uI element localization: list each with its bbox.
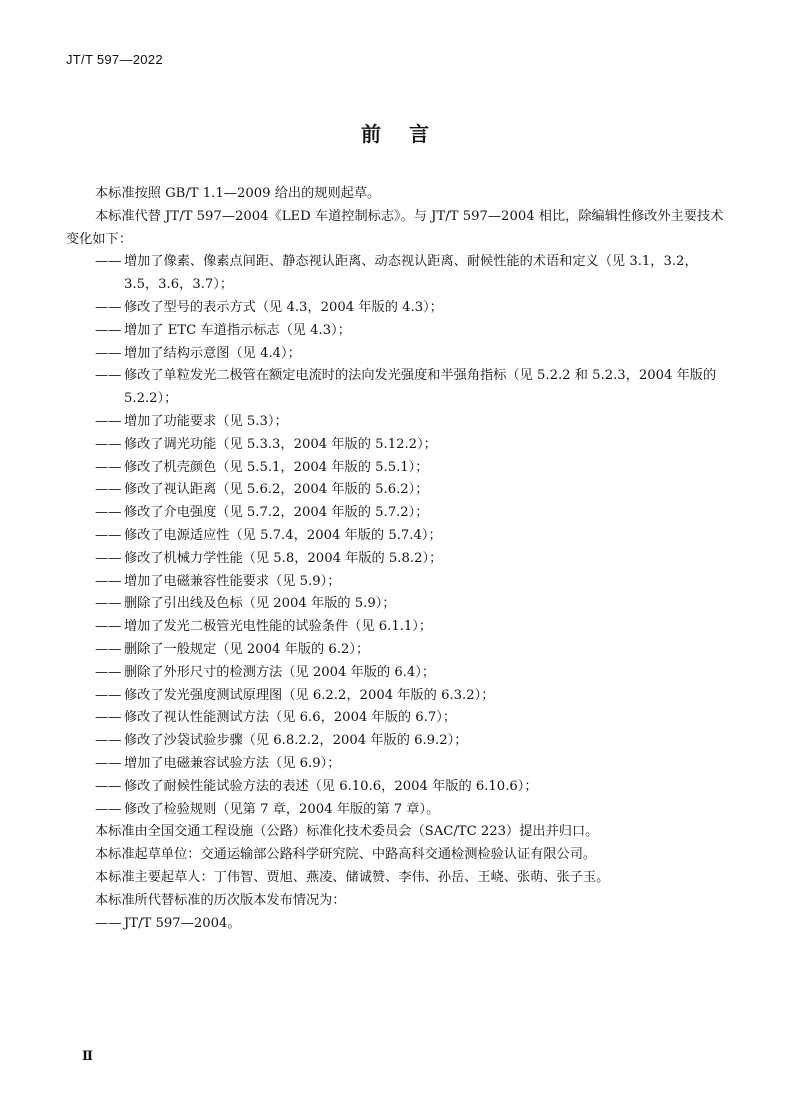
dash-marker: ——: [95, 550, 122, 566]
list-item-text: 删除了外形尺寸的检测方法（见 2004 年版的 6.4）；: [124, 664, 436, 680]
list-item: [95, 571, 727, 594]
list-item-text: 修改了机械力学性能（见 5.8，2004 年版的 5.8.2）；: [124, 550, 443, 566]
dash-marker: ——: [95, 664, 122, 680]
list-item: [95, 616, 727, 639]
list-item-text: 增加了像素、像素点间距、静态视认距离、动态视认距离、耐候性能的术语和定义（见 3.1，3.2，3.5，3.6，3.7）；: [124, 254, 698, 293]
dash-marker: ——: [95, 755, 122, 771]
list-item: [95, 297, 727, 320]
history-item: [95, 913, 727, 936]
dash-marker: ——: [95, 619, 122, 635]
changes-list: [95, 251, 727, 821]
list-item-text: 增加了 ETC 车道指示标志（见 4.3）；: [124, 322, 351, 338]
list-item: [95, 525, 727, 548]
list-item: [95, 776, 727, 799]
page-number: Ⅱ: [82, 1049, 93, 1064]
list-item: [95, 707, 727, 730]
list-item: [95, 639, 727, 662]
list-item: [95, 411, 727, 434]
list-item-text: 修改了介电强度（见 5.7.2，2004 年版的 5.7.2）；: [124, 505, 429, 521]
list-item: [95, 320, 727, 343]
list-item: [95, 457, 727, 480]
dash-marker: ——: [95, 436, 122, 452]
dash-marker: ——: [95, 368, 122, 384]
dash-marker: ——: [95, 596, 122, 612]
standard-code-header: JT/T 597—2022: [66, 52, 163, 67]
list-item-text: 删除了引出线及色标（见 2004 年版的 5.9）；: [124, 596, 396, 612]
list-item: [95, 799, 727, 822]
list-item-text: 增加了电磁兼容性能要求（见 5.9）；: [124, 573, 341, 589]
paragraph-drafting-rules: 本标准按照 GB/T 1.1—2009 给出的规则起草。: [95, 186, 381, 201]
dash-marker: ——: [95, 459, 122, 475]
list-item-text: 增加了结构示意图（见 4.4）；: [124, 345, 301, 361]
list-item-text: 增加了功能要求（见 5.3）；: [124, 413, 288, 429]
list-item: [95, 730, 727, 753]
dash-marker: ——: [95, 505, 122, 521]
list-item-text: 修改了视认性能测试方法（见 6.6，2004 年版的 6.7）；: [124, 710, 457, 726]
paragraph-version-history: 本标准所代替标准的历次版本发布情况为：: [95, 892, 346, 908]
list-item-text: 修改了检验规则（见第 7 章，2004 年版的第 7 章）。: [124, 801, 440, 817]
list-item: [95, 479, 727, 502]
list-item: [95, 753, 727, 776]
paragraph-drafting-organizations: 本标准起草单位：交通运输部公路科学研究院、中路高科交通检测检验认证有限公司。: [95, 847, 597, 863]
history-item-text: JT/T 597—2004。: [124, 915, 241, 931]
dash-marker: ——: [95, 573, 122, 589]
page-title: 前言: [361, 122, 457, 146]
list-item-text: 修改了机壳颜色（见 5.5.1，2004 年版的 5.5.1）；: [124, 459, 429, 475]
list-item-text: 修改了耐候性能试验方法的表述（见 6.10.6，2004 年版的 6.10.6）；: [124, 778, 538, 794]
list-item: [95, 593, 727, 616]
list-item: [95, 502, 727, 525]
list-item: [95, 548, 727, 571]
list-item-text: 修改了单粒发光二极管在额定电流时的法向发光强度和半强角指标（见 5.2.2 和 5.2.3，2004 年版的 5.2.2）；: [124, 368, 717, 407]
list-item: [95, 365, 727, 411]
dash-marker: ——: [95, 527, 122, 543]
list-item: [95, 343, 727, 366]
dash-marker: ——: [95, 345, 122, 361]
list-item-text: 修改了沙袋试验步骤（见 6.8.2.2，2004 年版的 6.9.2）；: [124, 733, 468, 749]
list-item-text: 增加了电磁兼容试验方法（见 6.9）；: [124, 755, 341, 771]
list-item: [95, 251, 727, 297]
dash-marker: ——: [95, 915, 122, 931]
list-item: [95, 434, 727, 457]
dash-marker: ——: [95, 641, 122, 657]
paragraph-replacement: 本标准代替 JT/T 597—2004《LED 车道控制标志》。与 JT/T 597—2004 相比，除编辑性修改外主要技术变化如下：: [66, 208, 724, 247]
dash-marker: ——: [95, 710, 122, 726]
dash-marker: ——: [95, 322, 122, 338]
list-item-text: 修改了电源适应性（见 5.7.4，2004 年版的 5.7.4）；: [124, 527, 442, 543]
paragraph-responsible-committee: 本标准由全国交通工程设施（公路）标准化技术委员会（SAC/TC 223）提出并归口。: [95, 824, 599, 840]
dash-marker: ——: [95, 801, 122, 817]
dash-marker: ——: [95, 733, 122, 749]
list-item-text: 修改了型号的表示方式（见 4.3，2004 年版的 4.3）；: [124, 299, 443, 315]
list-item-text: 修改了调光功能（见 5.3.3，2004 年版的 5.12.2）；: [124, 436, 437, 452]
dash-marker: ——: [95, 482, 122, 498]
foreword-body: [66, 183, 727, 935]
list-item-text: 修改了发光强度测试原理图（见 6.2.2，2004 年版的 6.3.2）；: [124, 687, 495, 703]
list-item: [95, 685, 727, 708]
dash-marker: ——: [95, 778, 122, 794]
dash-marker: ——: [95, 254, 122, 270]
dash-marker: ——: [95, 413, 122, 429]
list-item-text: 增加了发光二极管光电性能的试验条件（见 6.1.1）；: [124, 619, 433, 635]
paragraph-drafters: 本标准主要起草人：丁伟智、贾旭、燕凌、储诚赞、李伟、孙岳、王峣、张萌、张子玉。: [95, 869, 610, 885]
list-item-text: 修改了视认距离（见 5.6.2，2004 年版的 5.6.2）；: [124, 482, 429, 498]
dash-marker: ——: [95, 687, 122, 703]
list-item: [95, 662, 727, 685]
dash-marker: ——: [95, 299, 122, 315]
list-item-text: 删除了一般规定（见 2004 年版的 6.2）；: [124, 641, 370, 657]
